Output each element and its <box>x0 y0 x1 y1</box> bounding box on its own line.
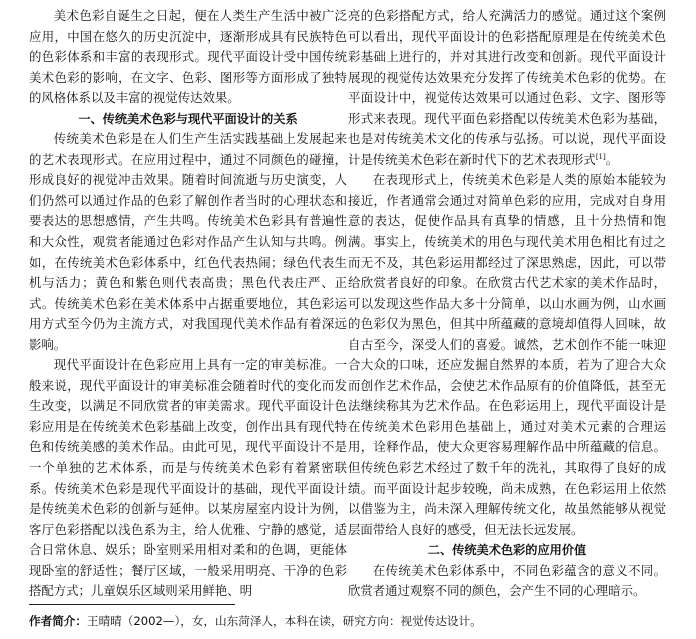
right-column <box>348 6 666 602</box>
body-paragraph-4: 在传统美术色彩体系中，不同色彩蕴含的意义不同。欣赏者通过观察不同的颜色，会产生不同的心理暗示。 <box>348 562 666 599</box>
footnote-divider <box>29 604 235 605</box>
section-heading-2: 二、传统美术色彩的应用价值 <box>427 543 587 558</box>
left-column <box>29 6 347 602</box>
body-paragraph-2: 现代平面设计在色彩应用上具有一定的审美标准。一般来说，现代平面设计的审美标准会随着时代的变化而发生改变，以满足不同欣赏者的审美需求。现代平面设计色彩应用是在传统美术色彩基础上改变，创作出具有现代特色和传统美感的美术作品。由此可见，现代平面设计不是一个单独的艺术体系，而是与传统美术色彩有着紧密联系。传统美术色彩是现代平面设计的基础，现代平面设计是传统美术色彩的创新与延伸。以某房屋室内设计为例，客厅色彩搭配以浅色系为主，给人优雅、宁静的感觉，适合日常休息、娱乐；卧室则采用相对柔和的色调，更能体现卧室的舒适性；餐厅区域，一般采用明亮、干净的色彩搭配方式；儿童娱乐区域则采用鲜艳、明 <box>29 357 347 599</box>
author-footnote <box>29 612 669 630</box>
footnote-label: 作者简介： <box>29 614 87 628</box>
body-paragraph-1: 传统美术色彩是在人们生产生活实践基础上发展起来的艺术表现形式。在应用过程中，通过不同颜色的碰撞，形成良好的视觉冲击效果。随着时间流逝与历史演变，人们仍然可以通过作品的色彩了解创作者当时的心理状态和要表达的思想感情，产生共鸣。传统美术色彩具有普遍性和大众性，观赏者能通过色彩对作品产生认知与共鸣。例如，在传统美术色彩体系中，红色代表热闹；绿色代表生机与活力；黄色和紫色则代表高贵；黑色代表庄严、正式。传统美术色彩在美术体系中占据重要地位，其色彩运用方式至今仍为主流方式，对我国现代美术作品有着深远影响。 <box>29 131 347 352</box>
section-heading-1: 一、传统美术色彩与现代平面设计的关系 <box>78 111 298 126</box>
footnote-text: 王晴晴（2002—），女，山东菏泽人，本科在读，研究方向：视觉传达设计。 <box>86 614 482 628</box>
continued-paragraph <box>348 6 666 170</box>
citation-marker: [1] <box>595 152 606 161</box>
continued-paragraph-end: 。 <box>605 151 619 167</box>
intro-paragraph: 美术色彩自诞生之日起，便在人类生产生活中被广泛应用，中国在悠久的历史沉淀中，逐渐形成具有民族特色的色彩体系和丰富的表现形式。现代平面设计受中国传统美术色彩的影响，在文字、色彩、图形等方面形成了独特的风格体系以及丰富的视觉传达效果。 <box>29 8 347 106</box>
continued-paragraph-text: 亮的色彩搭配方式，给人充满活力的感觉。通过这个案例可以看出，现代平面设计的色彩搭配原理是在传统美术色彩基础上进行的，并对其进行改变和创新。现代平面设计展现的视觉传达效果充分发挥了传统美术色彩的优势。在平面设计中，视觉传达效果可以通过色彩、文字、图形等形式来表现。现代平面色彩搭配以传统美术色彩为基础，也是对传统美术文化的传承与弘扬。可以说，现代平面设计是传统美术色彩在新时代下的艺术表现形式 <box>348 8 666 167</box>
body-paragraph-3: 在表现形式上，传统美术色彩是人类的原始本能较为接近，作者通常会通过对简单色彩的应用，完成对自身用意的表达，促使作品具有真挚的情感，且十分热情和饱满。事实上，传统美术的用色与现代美术用色相比有过之而无不及，其色彩运用都经过了深思熟虑，因此，可以带给欣赏者良好的印象。在欣赏古代艺术家的美术作品时，可以发现这些作品大多十分简单，以山水画为例，山水画的色彩仅为黑色，但其中所蕴藏的意境却值得人回味，故自古至今，深受人们的喜爱。诚然，艺术创作不能一味迎合大众的口味，还应发掘自然界的本质，若为了迎合大众而创作艺术作品，会使艺术作品原有的价值降低，甚至无法继续称其为艺术作品。在色彩运用上，现代平面设计是在传统美术色彩用色基础上，通过对美术元素的合理运用，诠释作品，使大众更容易理解作品中所蕴藏的信息。但传统色彩艺术经过了数千年的洗礼，其取得了良好的成绩。而平面设计起步较晚，尚未成熟，在色彩运用上依然以借鉴为主，尚未深入理解传统文化，故虽然能够从视觉层面带给人良好的感受，但无法长远发展。 <box>348 172 666 537</box>
